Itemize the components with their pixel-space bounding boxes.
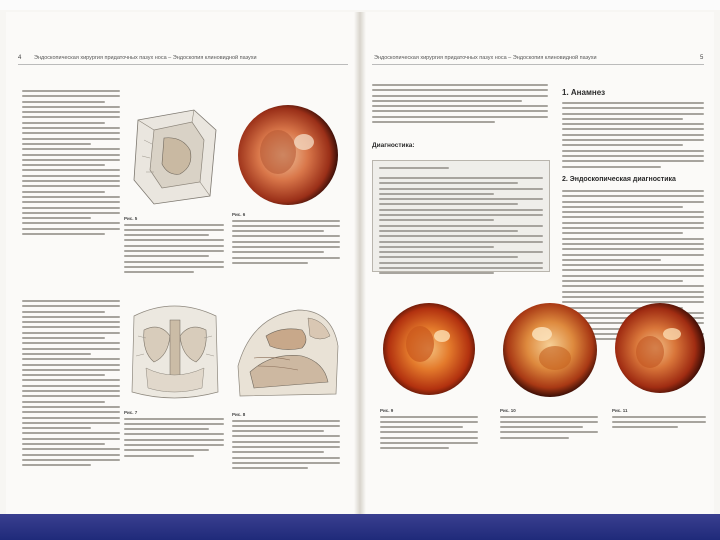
figure-11-number: Рис. 11: [612, 408, 628, 413]
figure-5-caption: [124, 216, 226, 276]
diagnostics-heading: Диагностика:: [372, 142, 415, 149]
figure-6-endoscopic-photo: [232, 102, 344, 208]
book-gutter: [354, 12, 366, 520]
figure-10-number: Рис. 10: [500, 408, 516, 413]
figure-10-endoscopic-photo: [500, 300, 600, 400]
figure-6-caption: [232, 212, 344, 267]
figure-9-endoscopic-photo: [380, 300, 478, 398]
left-header-rule: [18, 64, 348, 65]
figure-5-sinus-diagram: [124, 100, 226, 212]
figure-7-caption: [124, 410, 226, 460]
endoscopy-heading: 2. Эндоскопическая диагностика: [562, 176, 676, 183]
figure-11-caption: [612, 408, 708, 431]
figure-8-number: Рис. 8: [232, 412, 246, 417]
figure-7-number: Рис. 7: [124, 410, 138, 415]
right-intro-text: [372, 84, 548, 126]
right-header-rule: [372, 64, 704, 65]
figure-8-sagittal-drawing: [232, 296, 344, 408]
left-page-number: 4: [18, 55, 22, 61]
figure-5-number: Рис. 5: [124, 216, 138, 221]
figure-9-number: Рис. 9: [380, 408, 394, 413]
figure-11-endoscopic-photo: [612, 300, 708, 396]
figure-6-number: Рис. 6: [232, 212, 246, 217]
scan-bottom-band: [0, 514, 720, 540]
figure-7-anatomy-drawing: [124, 296, 226, 406]
anamnesis-heading: 1. Анамнез: [562, 88, 606, 97]
right-page-number: 5: [700, 55, 704, 61]
right-running-head: Эндоскопическая хирургия придаточных пазух носа – Эндоскопия клиновидной пазухи: [374, 55, 597, 61]
figure-10-caption: [500, 408, 600, 442]
left-running-head: Эндоскопическая хирургия придаточных пазух носа – Эндоскопия клиновидной пазухи: [34, 55, 257, 61]
box-list: [379, 177, 543, 278]
left-text-block-2: [22, 300, 120, 470]
left-text-block-1: [22, 90, 120, 238]
figure-9-caption: [380, 408, 480, 453]
anamnesis-text: [562, 102, 704, 171]
scan-top-margin: [0, 0, 720, 10]
box-title-line: [379, 167, 449, 172]
figure-8-caption: [232, 412, 344, 472]
preoperative-diagnostics-box: [372, 160, 550, 272]
